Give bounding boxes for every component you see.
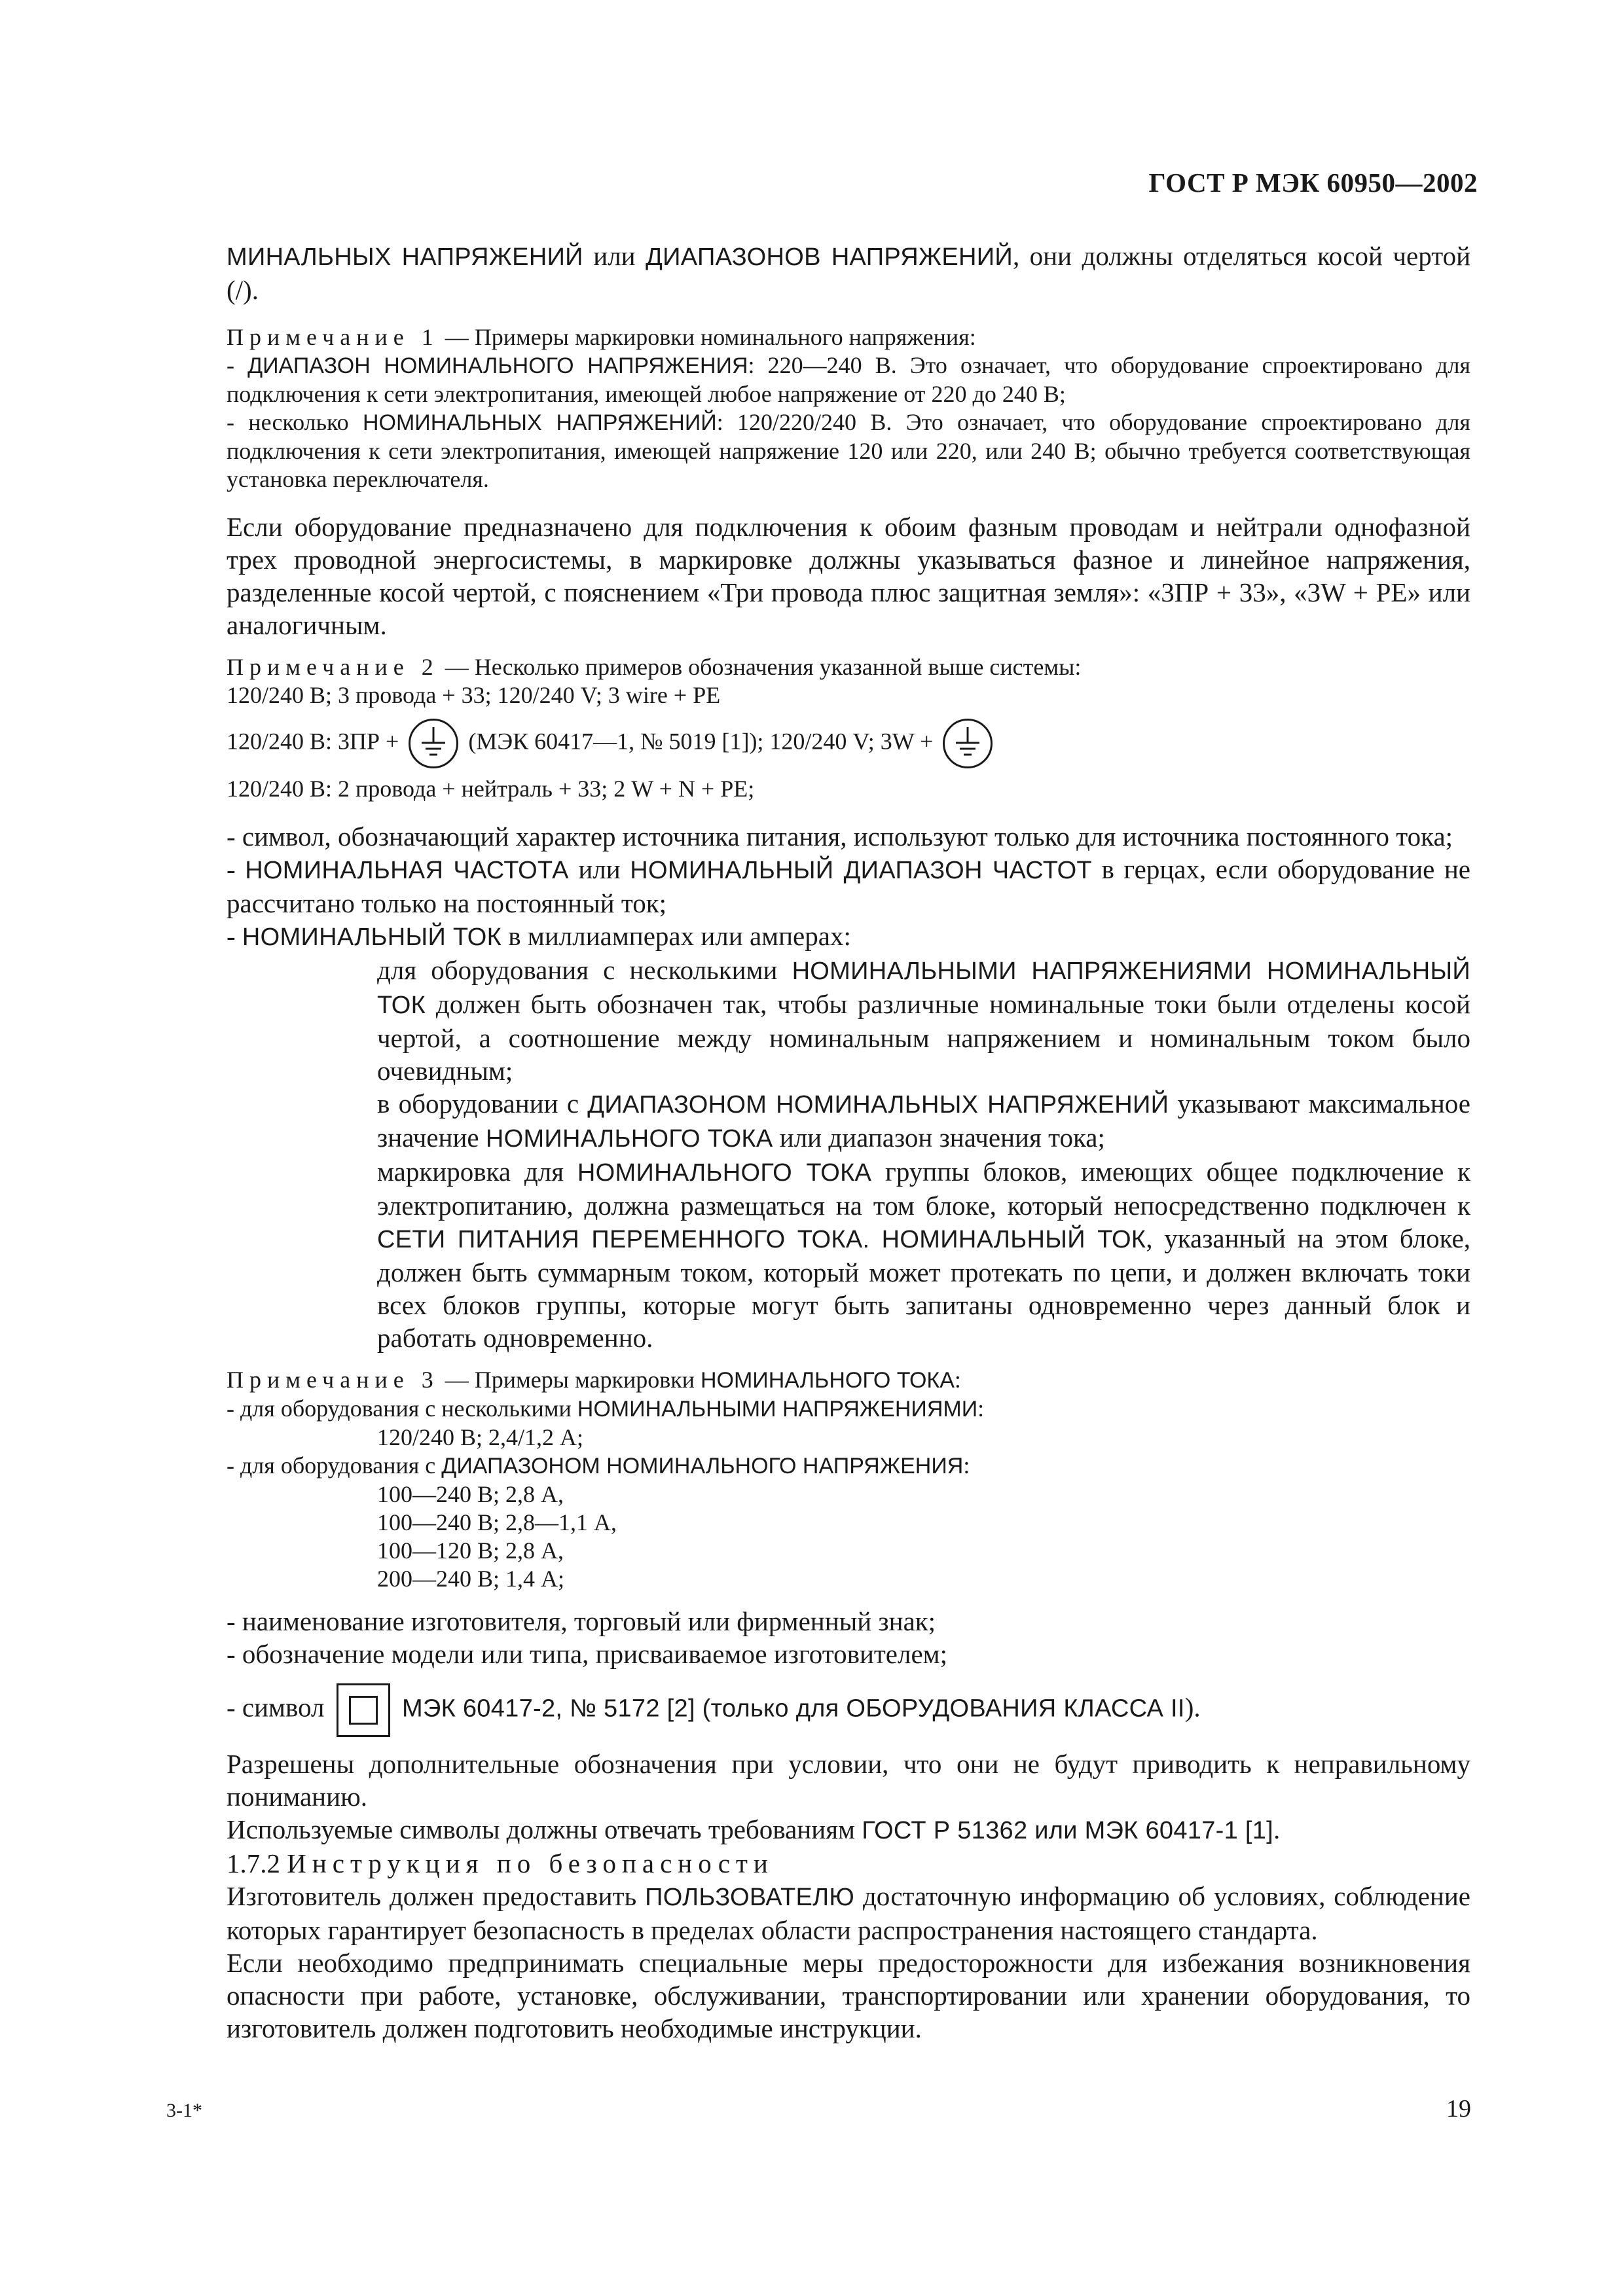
paragraph-13: Используемые символы должны отвечать требованиям ГОСТ Р 51362 или МЭК 60417-1 [1]. — [227, 1814, 1281, 1844]
section-heading: 1.7.2 Инструкция по безопасности — [227, 1848, 774, 1878]
note-2-line-1: 120/240 В; 3 провода + 33; 120/240 V; 3 wire + PE — [227, 682, 721, 708]
paragraph-6: для оборудования с несколькими НОМИНАЛЬНЫМИ НАПРЯЖЕНИЯМИ НОМИНАЛЬНЫЙ ТОК должен быть обозначен так, чтобы различные номинальные токи были отделены косой чертой, а соотношение между номинальным напряжением и номинальным током было очевидным; — [377, 955, 1471, 1086]
note-3-item-b-value: 200—240 В; 1,4 А; — [377, 1566, 565, 1592]
document-body — [227, 240, 1470, 2045]
note-2-line-3: 120/240 В: 2 провода + нейтраль + 33; 2 W + N + PE; — [227, 776, 755, 802]
note-3-heading: Примечание 3 — Примеры маркировки НОМИНАЛЬНОГО ТОКА: — [227, 1367, 961, 1393]
note-3-item-a: - для оборудования с несколькими НОМИНАЛЬНЫМИ НАПРЯЖЕНИЯМИ: — [227, 1395, 985, 1422]
paragraph-3: - символ, обозначающий характер источника питания, используют только для источника постоянного тока; — [227, 821, 1453, 852]
protective-earth-icon — [409, 719, 458, 768]
note-3-item-b-value: 100—240 В; 2,8 А, — [377, 1481, 564, 1507]
note-3-item-b-value: 100—120 В; 2,8 А, — [377, 1537, 564, 1564]
note-2-heading: Примечание 2 — Несколько примеров обозначения указанной выше системы: — [227, 654, 1082, 680]
paragraph-12: Разрешены дополнительные обозначения при условии, что они не будут приводить к неправильному пониманию. — [227, 1749, 1470, 1812]
paragraph-4: - НОМИНАЛЬНАЯ ЧАСТОТА или НОМИНАЛЬНЫЙ ДИАПАЗОН ЧАСТОТ в герцах, если оборудование не рассчитано только на постоянный ток; — [227, 854, 1471, 918]
page-number: 19 — [1446, 2095, 1471, 2123]
paragraph-5: - НОМИНАЛЬНЫЙ ТОК в миллиамперах или амперах: — [227, 921, 851, 951]
note-3-item-b: - для оборудования с ДИАПАЗОНОМ НОМИНАЛЬНОГО НАПРЯЖЕНИЯ: — [227, 1452, 970, 1479]
paragraph-10: - обозначение модели или типа, присваиваемое изготовителем; — [227, 1639, 947, 1669]
paragraph-14: Изготовитель должен предоставить ПОЛЬЗОВАТЕЛЮ достаточную информацию об условиях, соблюдение которых гарантирует безопасность в пределах области распространения настоящего стандарта. — [227, 1881, 1470, 1945]
note-3-item-b-value: 100—240 В; 2,8—1,1 А, — [377, 1509, 617, 1535]
note-3-item-a-value: 120/240 В; 2,4/1,2 А; — [377, 1424, 584, 1450]
current-rules-block — [377, 954, 1470, 1354]
footer-signature-mark: 3-1* — [166, 2100, 202, 2121]
page-header: ГОСТ Р МЭК 60950—2002 — [1148, 168, 1478, 198]
class-ii-icon — [337, 1683, 390, 1737]
paragraph-11: - символ МЭК 60417-2, № 5172 [2] (только для ОБОРУДОВАНИЯ КЛАССА II). — [227, 1683, 1470, 1737]
note-1-heading: Примечание 1 — Примеры маркировки номинального напряжения: — [227, 324, 976, 350]
paragraph-7: в оборудовании с ДИАПАЗОНОМ НОМИНАЛЬНЫХ НАПРЯЖЕНИЙ указывают максимальное значение НОМИНАЛЬНОГО ТОКА или диапазон значения тока; — [377, 1088, 1470, 1153]
note-1-item-b: - несколько НОМИНАЛЬНЫХ НАПРЯЖЕНИЙ: 120/220/240 В. Это означает, что оборудование спроектировано для подключения к сети электропитания, имеющей напряжение 120 или 220, или 240 В; обычно требуется соответствующая установка переключателя. — [227, 409, 1470, 492]
note-2-line-2: 120/240 В: 3ПР + (МЭК 60417—1, № 5019 [1]); 120/240 V; 3W + — [227, 719, 1470, 768]
note-1-item-a: - ДИАПАЗОН НОМИНАЛЬНОГО НАПРЯЖЕНИЯ: 220—240 В. Это означает, что оборудование спроектировано для подключения к сети электропитания, имеющей любое напряжение от 220 до 240 В; — [227, 352, 1470, 407]
paragraph-15: Если необходимо предпринимать специальные меры предосторожности для избежания возникновения опасности при работе, установке, обслуживании, транспортировании или хранении оборудования, то изготовитель должен подготовить необходимые инструкции. — [227, 1948, 1470, 2043]
paragraph-2: Если оборудование предназначено для подключения к обоим фазным проводам и нейтрали однофазной трех проводной энергосистемы, в маркировке должны указываться фазное и линейное напряжения, разделенные косой чертой, с пояснением «Три провода плюс защитная земля»: «3ПР + 33», «3W + PE» или аналогичным. — [227, 512, 1470, 640]
protective-earth-icon — [943, 719, 993, 768]
paragraph-9: - наименование изготовителя, торговый или фирменный знак; — [227, 1606, 936, 1636]
paragraph-1: МИНАЛЬНЫХ НАПРЯЖЕНИЙ или ДИАПАЗОНОВ НАПРЯЖЕНИЙ, они должны отделяться косой чертой (/). — [227, 241, 1471, 305]
paragraph-8: маркировка для НОМИНАЛЬНОГО ТОКА группы блоков, имеющих общее подключение к электропитанию, должна размещаться на том блоке, который непосредственно подключен к СЕТИ ПИТАНИЯ ПЕРЕМЕННОГО ТОКА. НОМИНАЛЬНЫЙ ТОК, указанный на этом блоке, должен быть суммарным током, который может протекать по цепи, и должен включать токи всех блоков группы, которые могут быть запитаны одновременно через данный блок и работать одновременно. — [377, 1157, 1471, 1353]
